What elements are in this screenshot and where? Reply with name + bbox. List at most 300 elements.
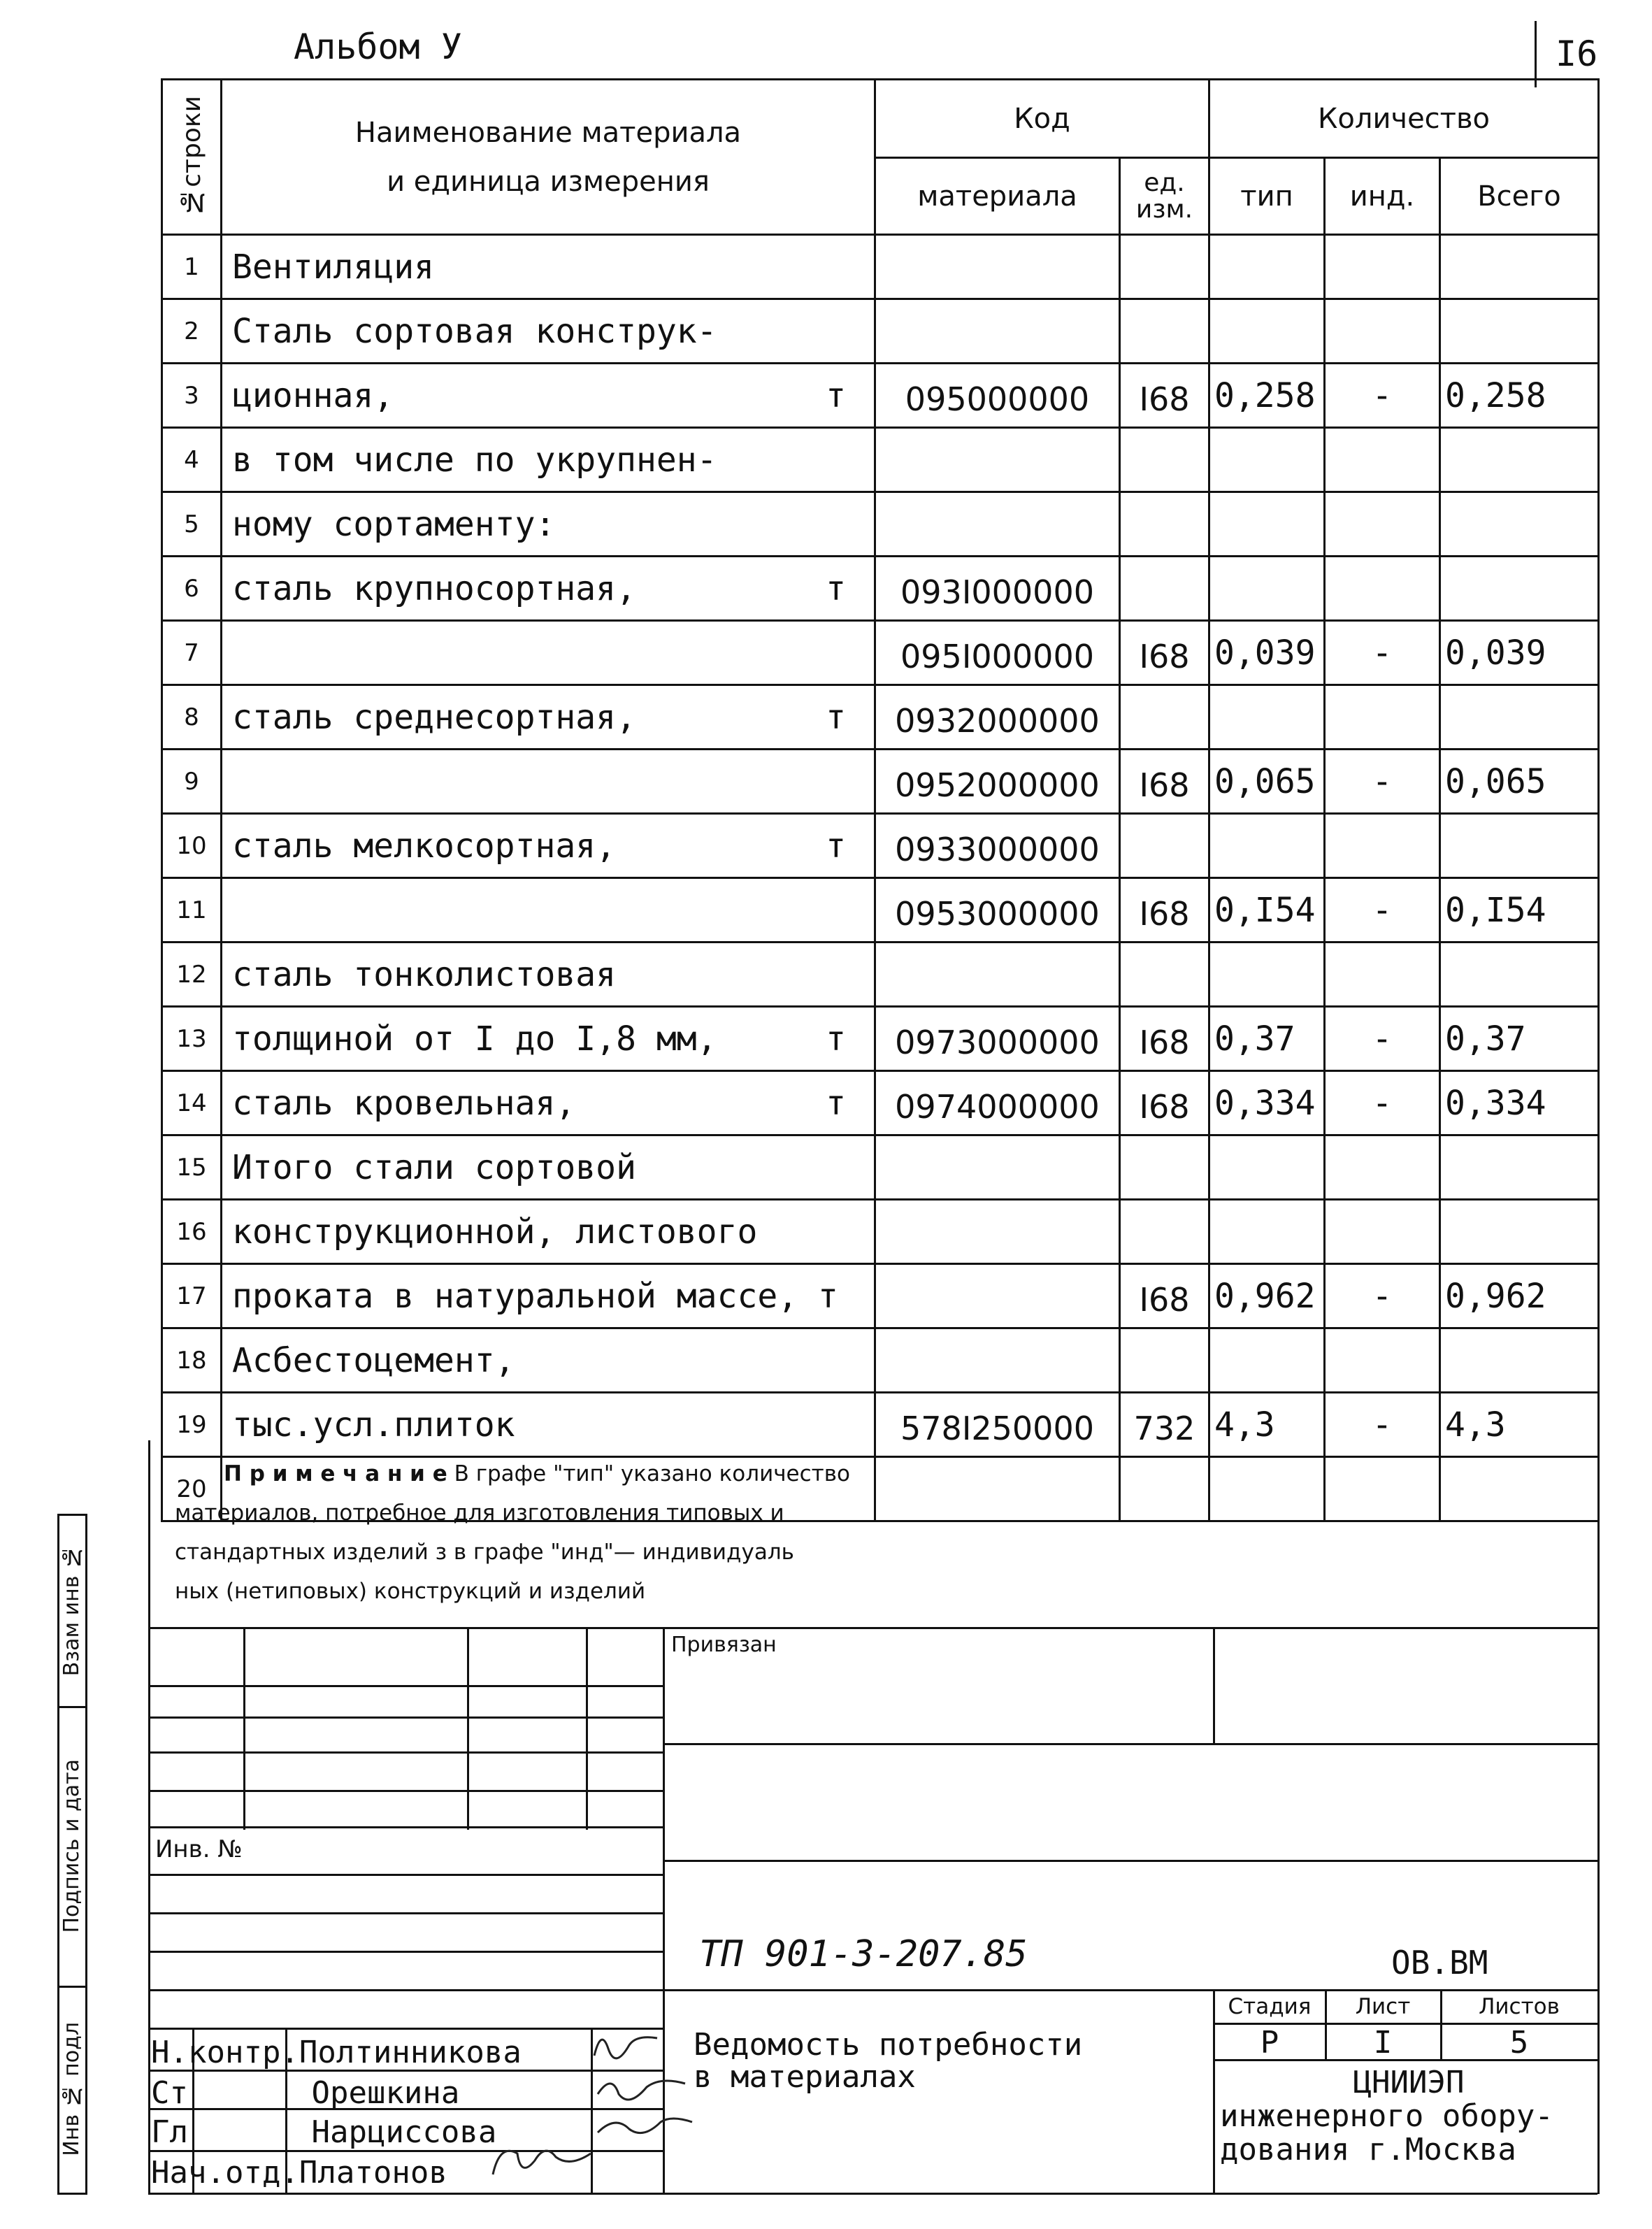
table-row	[162, 428, 1599, 492]
qty-ind	[1325, 1264, 1440, 1328]
material-code	[875, 878, 1120, 943]
qty-total-text: 0,039	[1445, 633, 1546, 673]
qty-ind	[1325, 364, 1440, 428]
material-name-text: сталь среднесортная,	[232, 697, 636, 737]
table-row	[162, 364, 1599, 428]
material-code	[875, 364, 1120, 428]
material-code-text: 0933000000	[895, 830, 1100, 868]
qty-ind	[1325, 814, 1440, 878]
document-title-line1: Ведомость потребности	[694, 2027, 1083, 2063]
row-number	[162, 428, 222, 492]
material-code	[875, 814, 1120, 878]
qty-total-text: 0,I54	[1445, 890, 1546, 930]
document-code: ТП 901-3-207.85	[699, 1933, 1028, 1975]
qty-ind-text: -	[1372, 1405, 1393, 1445]
qty-total	[1440, 814, 1599, 878]
qty-total	[1440, 299, 1599, 364]
header-name-line1: Наименование материала	[354, 116, 742, 149]
row-number	[162, 814, 222, 878]
side-label-podpis: Подпись и дата	[59, 1759, 84, 1933]
unit-code	[1120, 943, 1209, 1007]
header-quantity: Количество	[1209, 80, 1599, 158]
qty-type-text: 0,37	[1214, 1019, 1295, 1059]
material-code	[875, 750, 1120, 814]
stage-value: Р	[1260, 2025, 1279, 2060]
stamp-vline-privyazan	[1213, 1627, 1215, 1743]
row-number	[162, 1135, 222, 1200]
table-row	[162, 814, 1599, 878]
row-number	[162, 943, 222, 1007]
unit-code	[1120, 428, 1209, 492]
material-name-text: конструкционной, листового	[232, 1212, 758, 1252]
document-section: ОВ.ВМ	[1391, 1944, 1488, 1981]
row-number-text: 15	[176, 1153, 207, 1182]
unit-code	[1120, 814, 1209, 878]
material-unit: т	[826, 697, 846, 737]
table-row	[162, 1264, 1599, 1328]
qty-ind-text: -	[1372, 1019, 1393, 1059]
material-code-text: 0974000000	[895, 1087, 1100, 1126]
signer-name: Орешкина	[311, 2075, 460, 2111]
material-name	[222, 299, 875, 364]
inv-no-label: Инв. №	[155, 1835, 243, 1863]
row-number-text: 3	[184, 381, 199, 410]
signer-role: Н.контр.	[151, 2035, 299, 2070]
material-name	[222, 1007, 875, 1071]
side-label-vzam: Взам инв №	[59, 1544, 84, 1677]
note-line-1	[175, 1454, 1293, 1493]
table-row	[162, 1007, 1599, 1071]
signer-name: Нарциссова	[311, 2114, 497, 2150]
qty-type	[1209, 299, 1325, 364]
qty-ind	[1325, 1135, 1440, 1200]
row-number	[162, 299, 222, 364]
material-code	[875, 557, 1120, 621]
material-name-text: Вентиляция	[232, 247, 434, 287]
stamp-line-privyazan-bottom	[664, 1743, 1597, 1745]
note-block	[175, 1454, 1293, 1611]
material-name	[222, 750, 875, 814]
qty-total	[1440, 364, 1599, 428]
unit-code	[1120, 1393, 1209, 1457]
material-name	[222, 1200, 875, 1264]
qty-total	[1440, 1328, 1599, 1393]
grid-line	[148, 2028, 664, 2030]
material-unit: т	[826, 1019, 846, 1059]
material-unit: т	[826, 568, 846, 608]
qty-total	[1440, 1393, 1599, 1457]
qty-total	[1440, 492, 1599, 557]
qty-ind	[1325, 1328, 1440, 1393]
material-name	[222, 1328, 875, 1393]
row-number	[162, 235, 222, 299]
side-strip-bottom	[57, 2193, 87, 2195]
material-code	[875, 1200, 1120, 1264]
qty-type	[1209, 1264, 1325, 1328]
qty-ind-text: -	[1372, 761, 1393, 801]
header-code: Код	[875, 80, 1209, 158]
signer-row-3	[151, 2114, 496, 2150]
grid-line	[148, 1874, 664, 1876]
qty-total	[1440, 1007, 1599, 1071]
row-number-text: 6	[184, 574, 199, 603]
table-row	[162, 299, 1599, 364]
row-number-text: 16	[176, 1217, 207, 1246]
qty-ind	[1325, 1007, 1440, 1071]
stage-label: Стадия	[1228, 1994, 1312, 2019]
sheets-value: 5	[1509, 2025, 1529, 2060]
qty-ind	[1325, 943, 1440, 1007]
material-code-text: 578I250000	[900, 1409, 1094, 1447]
stamp-line-bottom	[148, 2193, 1597, 2195]
qty-ind-text: -	[1372, 375, 1393, 415]
qty-total	[1440, 428, 1599, 492]
qty-ind	[1325, 750, 1440, 814]
qty-ind	[1325, 685, 1440, 750]
qty-type	[1209, 1007, 1325, 1071]
table-row	[162, 1200, 1599, 1264]
table-row	[162, 1135, 1599, 1200]
row-number-text: 12	[176, 960, 207, 989]
qty-total	[1440, 943, 1599, 1007]
signer-name: Полтинникова	[299, 2035, 522, 2070]
material-unit: т	[826, 1083, 846, 1123]
table-row	[162, 1393, 1599, 1457]
material-code-text: 095I000000	[900, 637, 1094, 675]
row-number	[162, 557, 222, 621]
note-right-border	[1597, 1440, 1600, 2194]
qty-type	[1209, 557, 1325, 621]
material-name	[222, 685, 875, 750]
material-name-text: сталь кровельная,	[232, 1083, 576, 1123]
note-left-border	[148, 1440, 150, 2194]
row-number-text: 20	[176, 1475, 207, 1503]
material-code	[875, 685, 1120, 750]
table-row	[162, 878, 1599, 943]
row-number-text: 14	[176, 1089, 207, 1117]
stamp-vline-stage-left	[1213, 1989, 1215, 2193]
signer-row-4	[151, 2155, 447, 2191]
signer-role: Нач.отд.	[151, 2155, 299, 2191]
table-row	[162, 685, 1599, 750]
material-code	[875, 235, 1120, 299]
row-number-text: 17	[176, 1282, 207, 1310]
qty-type	[1209, 492, 1325, 557]
document-title	[694, 2029, 1082, 2093]
material-name	[222, 943, 875, 1007]
row-number-text: 2	[184, 317, 199, 345]
signer-name: Платонов	[299, 2155, 447, 2191]
material-name	[222, 428, 875, 492]
stamp-line-top	[148, 1627, 1597, 1629]
grid-line	[148, 2150, 664, 2152]
header-qty-ind: инд.	[1325, 158, 1440, 235]
signature-3	[598, 2119, 692, 2133]
material-code	[875, 1007, 1120, 1071]
material-code-text: 0932000000	[895, 701, 1100, 740]
material-name-text: Сталь сортовая конструк-	[232, 311, 717, 351]
material-name	[222, 1071, 875, 1135]
qty-type	[1209, 685, 1325, 750]
grid-vline	[663, 1627, 665, 2193]
unit-code	[1120, 492, 1209, 557]
qty-total-text: 0,37	[1445, 1019, 1526, 1059]
material-name-text: ционная,	[232, 375, 394, 415]
row-number	[162, 750, 222, 814]
unit-code	[1120, 1071, 1209, 1135]
material-name-text: проката в натуральной массе, т	[232, 1276, 838, 1316]
note-line-4: ных (нетиповых) конструкций и изделий	[175, 1579, 646, 1604]
unit-code	[1120, 299, 1209, 364]
qty-ind	[1325, 1393, 1440, 1457]
qty-type	[1209, 364, 1325, 428]
org-line3: дования г.Москва	[1220, 2132, 1516, 2167]
signature-2	[598, 2081, 685, 2100]
page-number: I6	[1556, 34, 1598, 74]
grid-vline	[243, 1627, 245, 1830]
material-code-text: 0952000000	[895, 766, 1100, 804]
material-name-text: тыс.усл.плиток	[232, 1405, 515, 1445]
material-code	[875, 299, 1120, 364]
note-line-2: материалов, потребное для изготовления типовых и	[175, 1500, 784, 1526]
unit-code	[1120, 557, 1209, 621]
table-row	[162, 1328, 1599, 1393]
unit-code	[1120, 1264, 1209, 1328]
qty-type	[1209, 1135, 1325, 1200]
qty-ind-text: -	[1372, 890, 1393, 930]
material-name	[222, 621, 875, 685]
material-name	[222, 364, 875, 428]
material-name-text: толщиной от I до I,8 мм,	[232, 1019, 717, 1059]
material-code	[875, 428, 1120, 492]
organization-block	[1220, 2066, 1597, 2167]
org-line2: инженерного обору-	[1220, 2098, 1553, 2134]
unit-code	[1120, 621, 1209, 685]
note-label: П р и м е ч а н и е	[224, 1461, 447, 1486]
row-number	[162, 1200, 222, 1264]
material-code	[875, 621, 1120, 685]
unit-code-text: I68	[1139, 1087, 1190, 1126]
sheet-value: I	[1373, 2025, 1393, 2060]
header-qty-type: тип	[1209, 158, 1325, 235]
grid-vline	[591, 2028, 593, 2193]
row-number-text: 9	[184, 767, 199, 796]
material-name-text: ному сортаменту:	[232, 504, 556, 544]
qty-ind	[1325, 492, 1440, 557]
unit-code-text: I68	[1139, 894, 1190, 933]
qty-total	[1440, 621, 1599, 685]
table-row	[162, 557, 1599, 621]
material-name-text: сталь мелкосортная,	[232, 826, 617, 866]
unit-code	[1120, 1007, 1209, 1071]
header-code-material: материала	[875, 158, 1120, 235]
unit-code	[1120, 685, 1209, 750]
row-number	[162, 878, 222, 943]
qty-ind	[1325, 621, 1440, 685]
materials-table	[161, 78, 1600, 1522]
qty-type-text: 0,258	[1214, 375, 1316, 415]
unit-code-text: I68	[1139, 1023, 1190, 1061]
signer-row-2	[151, 2075, 459, 2111]
qty-total-text: 0,065	[1445, 761, 1546, 801]
stamp-line-title-top	[148, 1989, 1597, 1991]
header-row-number: №строки	[162, 80, 222, 235]
qty-total-text: 0,334	[1445, 1083, 1546, 1123]
header-qty-total: Всего	[1440, 158, 1599, 235]
row-number-text: 4	[184, 445, 199, 474]
qty-total	[1440, 235, 1599, 299]
row-number	[162, 1071, 222, 1135]
qty-type	[1209, 1200, 1325, 1264]
note-text-1: В графе "тип" указано количество	[454, 1461, 850, 1486]
qty-total	[1440, 1264, 1599, 1328]
material-name	[222, 878, 875, 943]
qty-ind	[1325, 1071, 1440, 1135]
qty-ind	[1325, 299, 1440, 364]
material-code-text: 093I000000	[900, 573, 1094, 611]
material-name-text: Асбестоцемент,	[232, 1340, 515, 1380]
material-code	[875, 1264, 1120, 1328]
qty-total	[1440, 750, 1599, 814]
unit-code	[1120, 235, 1209, 299]
table-row	[162, 1071, 1599, 1135]
qty-type-text: 0,962	[1214, 1276, 1316, 1316]
header-code-unit: ед. изм.	[1120, 158, 1209, 235]
table-row	[162, 235, 1599, 299]
table-row	[162, 943, 1599, 1007]
qty-type	[1209, 1393, 1325, 1457]
sheet-label: Лист	[1355, 1994, 1411, 2019]
grid-vline	[586, 1627, 588, 1830]
material-name-text: сталь тонколистовая	[232, 954, 617, 994]
qty-total-text: 4,3	[1445, 1405, 1506, 1445]
unit-code-text: I68	[1139, 637, 1190, 675]
document-title-line2: в материалах	[694, 2059, 916, 2095]
row-number	[162, 1007, 222, 1071]
table-row	[162, 750, 1599, 814]
material-name	[222, 235, 875, 299]
material-name	[222, 1135, 875, 1200]
row-number-text: 10	[176, 831, 207, 860]
row-number-text: 18	[176, 1346, 207, 1375]
material-code-text: 0953000000	[895, 894, 1100, 933]
unit-code	[1120, 1135, 1209, 1200]
signer-role: Ст	[151, 2075, 188, 2111]
qty-total	[1440, 878, 1599, 943]
unit-code	[1120, 364, 1209, 428]
material-code	[875, 1135, 1120, 1200]
row-number-text: 11	[176, 896, 207, 924]
material-code	[875, 1393, 1120, 1457]
material-code	[875, 1071, 1120, 1135]
unit-code	[1120, 878, 1209, 943]
qty-total-text: 0,962	[1445, 1276, 1546, 1316]
org-line1: ЦНИИЭП	[1353, 2065, 1465, 2100]
material-code-text: 095000000	[905, 380, 1090, 418]
material-name	[222, 1264, 875, 1328]
row-number	[162, 685, 222, 750]
material-code	[875, 492, 1120, 557]
signature-4	[493, 2151, 591, 2174]
sheets-label: Листов	[1479, 1994, 1560, 2019]
unit-code	[1120, 1200, 1209, 1264]
qty-type-text: 0,334	[1214, 1083, 1316, 1123]
qty-total	[1440, 1071, 1599, 1135]
row-number-text: 7	[184, 638, 199, 667]
row-number-text: 19	[176, 1410, 207, 1439]
unit-code	[1120, 1328, 1209, 1393]
qty-type	[1209, 943, 1325, 1007]
qty-type	[1209, 814, 1325, 878]
row-number-text: 8	[184, 703, 199, 731]
row-number	[162, 364, 222, 428]
row-number	[162, 1264, 222, 1328]
signer-row-1	[151, 2035, 522, 2070]
qty-total	[1440, 1200, 1599, 1264]
signature-1	[594, 2037, 657, 2058]
material-name	[222, 492, 875, 557]
material-code-text: 0973000000	[895, 1023, 1100, 1061]
qty-ind	[1325, 878, 1440, 943]
material-unit: т	[826, 826, 846, 866]
row-number	[162, 1393, 222, 1457]
material-code	[875, 1328, 1120, 1393]
qty-ind	[1325, 428, 1440, 492]
grid-vline	[467, 1627, 469, 1830]
qty-type-text: 0,I54	[1214, 890, 1316, 930]
qty-ind-text: -	[1372, 633, 1393, 673]
qty-ind-text: -	[1372, 1083, 1393, 1123]
qty-total-text: 0,258	[1445, 375, 1546, 415]
signer-role: Гл	[151, 2114, 188, 2150]
row-number-text: 5	[184, 510, 199, 538]
header-name	[222, 80, 875, 235]
album-title: Альбом У	[294, 27, 462, 67]
qty-type-text: 0,039	[1214, 633, 1316, 673]
qty-ind	[1325, 235, 1440, 299]
qty-type	[1209, 235, 1325, 299]
row-number	[162, 492, 222, 557]
qty-type	[1209, 428, 1325, 492]
qty-type	[1209, 1328, 1325, 1393]
page-number-divider	[1535, 21, 1537, 87]
table-row	[162, 621, 1599, 685]
material-name-text: в том числе по укрупнен-	[232, 440, 717, 480]
unit-code-text: 732	[1133, 1409, 1195, 1447]
grid-line	[148, 1951, 664, 1953]
row-number-text: 1	[184, 252, 199, 281]
material-name	[222, 814, 875, 878]
qty-total	[1440, 1135, 1599, 1200]
stamp-line-mid	[664, 1860, 1597, 1862]
unit-code	[1120, 750, 1209, 814]
unit-code-text: I68	[1139, 380, 1190, 418]
qty-type-text: 4,3	[1214, 1405, 1275, 1445]
table-row	[162, 492, 1599, 557]
material-name-text: Итого стали сортовой	[232, 1147, 636, 1187]
qty-type	[1209, 621, 1325, 685]
qty-total	[1440, 685, 1599, 750]
material-code	[875, 943, 1120, 1007]
side-strip-right	[85, 1514, 87, 2194]
unit-code-text: I68	[1139, 766, 1190, 804]
material-name	[222, 557, 875, 621]
qty-ind-text: -	[1372, 1276, 1393, 1316]
qty-type	[1209, 878, 1325, 943]
qty-total	[1440, 1457, 1599, 1521]
qty-type-text: 0,065	[1214, 761, 1316, 801]
qty-ind	[1325, 1200, 1440, 1264]
